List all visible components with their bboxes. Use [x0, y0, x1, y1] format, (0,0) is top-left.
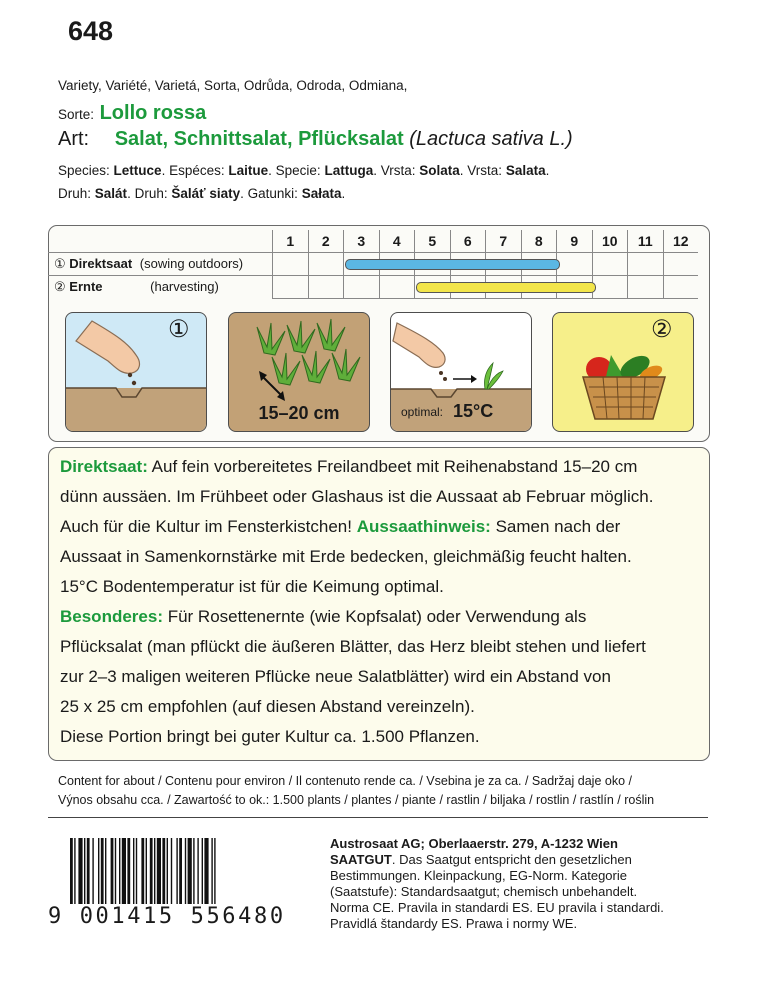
- instruction-line: [60, 632, 710, 662]
- barcode-bar: [157, 838, 161, 904]
- barcode-bar: [70, 838, 73, 904]
- species-value: Lettuce: [113, 163, 162, 178]
- barcode-bars: [70, 838, 295, 904]
- barcode-bar: [193, 838, 194, 904]
- instruction-text: Samen nach der: [490, 517, 621, 536]
- art-line: [58, 127, 573, 151]
- barcode-bar: [188, 838, 192, 904]
- step-2-marker: ②: [651, 316, 673, 343]
- species-label: Vrsta:: [380, 163, 416, 178]
- barcode-bar: [122, 838, 126, 904]
- barcode-bar: [154, 838, 155, 904]
- sowing-period-bar: [345, 259, 560, 270]
- calendar-row-label: [48, 253, 273, 276]
- species-line: Species: Lettuce. Espéces: Laitue. Specie: Lattuga. Vrsta: Solata. Vrsta: Salata.: [58, 163, 550, 178]
- species-label: Vrsta:: [467, 163, 503, 178]
- barcode-bar: [98, 838, 99, 904]
- species-value: Salata: [505, 163, 546, 178]
- barcode-bar: [111, 838, 114, 904]
- barcode-bar: [92, 838, 93, 904]
- instruction-line: [60, 692, 710, 722]
- direktsaat-heading: Direktsaat:: [60, 457, 148, 476]
- barcode-bar: [146, 838, 147, 904]
- sorte-line: [58, 101, 206, 127]
- barcode-bar: [162, 838, 165, 904]
- aussaathinweis-heading: Aussaathinweis:: [356, 517, 491, 536]
- calendar-header-row: [48, 230, 698, 253]
- barcode-bar: [167, 838, 168, 904]
- sowing-illustration: [65, 312, 207, 432]
- content-line: Content for about / Contenu pour environ / Il contenuto rende ca. / Vsebina je za ca. / Sadržaj daje oko /: [58, 774, 632, 788]
- instruction-line: [60, 482, 710, 512]
- month-cell: [663, 276, 698, 299]
- instruction-text: 15°C Bodentemperatur ist für die Keimung optimal.: [60, 577, 444, 596]
- barcode: [70, 838, 295, 904]
- barcode-bar: [74, 838, 75, 904]
- species-value: Solata: [419, 163, 460, 178]
- calendar-corner: [48, 230, 273, 253]
- saatgut-label: SAATGUT: [330, 852, 392, 867]
- barcode-bar: [141, 838, 144, 904]
- druh-line: Druh: Salát. Druh: Šaláť siaty. Gatunki: Sałata.: [58, 186, 346, 201]
- company-line: Pravidlá štandardy ES. Prawa i normy WE.: [330, 916, 578, 931]
- month-cell: [592, 253, 628, 276]
- instructions-text: [60, 452, 710, 752]
- calendar-row-label: [48, 276, 273, 299]
- row-translation: (harvesting): [150, 279, 219, 295]
- species-label: Espéces:: [169, 163, 225, 178]
- month-header: 9: [557, 230, 593, 253]
- instruction-line: [60, 572, 710, 602]
- company-info: [330, 836, 664, 932]
- calendar-row-harvest: [48, 276, 698, 299]
- barcode-bar: [202, 838, 203, 904]
- barcode-bar: [105, 838, 106, 904]
- optimal-label: optimal:: [401, 405, 444, 419]
- barcode-bar: [211, 838, 212, 904]
- month-header: 10: [592, 230, 628, 253]
- barcode-bar: [101, 838, 104, 904]
- instruction-text: dünn aussäen. Im Frühbeet oder Glashaus ist die Aussaat ab Februar möglich.: [60, 487, 654, 506]
- besonderes-heading: Besonderes:: [60, 607, 163, 626]
- art-value: Salat, Schnittsalat, Pflücksalat: [114, 128, 404, 150]
- variety-line: Variety, Variété, Varietá, Sorta, Odrůda, Odroda, Odmiana,: [58, 78, 408, 93]
- row-translation: (sowing outdoors): [139, 256, 244, 271]
- barcode-bar: [150, 838, 153, 904]
- barcode-bar: [214, 838, 215, 904]
- harvest-illustration: [552, 312, 694, 432]
- divider: [48, 817, 708, 818]
- step-marker: ②: [54, 279, 66, 295]
- harvest-period-bar: [416, 282, 596, 293]
- barcode-bar: [87, 838, 90, 904]
- month-header: 12: [663, 230, 698, 253]
- art-label: Art:: [58, 128, 90, 150]
- step-marker: ①: [54, 256, 66, 271]
- instruction-text: 25 x 25 cm empfohlen (auf diesen Abstand vereinzeln).: [60, 697, 475, 716]
- temperature-illustration: [390, 312, 532, 432]
- month-cell: [628, 276, 664, 299]
- month-header: 3: [344, 230, 380, 253]
- row-spacing-label: 15–20 cm: [258, 403, 340, 423]
- druh-label: Gatunki:: [247, 186, 298, 201]
- month-header: 7: [486, 230, 522, 253]
- month-cell: [273, 276, 309, 299]
- species-label: Specie:: [275, 163, 321, 178]
- month-cell: [592, 276, 628, 299]
- content-line: Výnos obsahu cca. / Zawartość to ok.: 1.500 plants / plantes / piante / rastlin / biljaka / rostlin / rastlín / roślin: [58, 793, 655, 807]
- packet-number: 648: [68, 16, 114, 46]
- month-cell: [628, 253, 664, 276]
- month-header: 11: [628, 230, 664, 253]
- instruction-line: [60, 512, 710, 542]
- instruction-line: [60, 542, 710, 572]
- month-header: 5: [415, 230, 451, 253]
- sorte-label: Sorte:: [58, 107, 95, 122]
- barcode-bar: [133, 838, 134, 904]
- month-cell: [273, 253, 309, 276]
- instruction-text: Auch für die Kultur im Fensterkistchen!: [60, 517, 357, 536]
- latin-name: (Lactuca sativa L.): [409, 128, 573, 150]
- druh-label: Druh:: [134, 186, 168, 201]
- month-cell: [308, 253, 344, 276]
- instruction-text: Aussaat in Samenkornstärke mit Erde bedecken, gleichmäßig feucht halten.: [60, 547, 632, 566]
- druh-label: Druh:: [58, 186, 92, 201]
- month-cell: [308, 276, 344, 299]
- instruction-text: Für Rosettenernte (wie Kopfsalat) oder Verwendung als: [162, 607, 587, 626]
- month-cell: [344, 276, 380, 299]
- barcode-bar: [176, 838, 177, 904]
- row-name: Ernte: [69, 279, 103, 295]
- instruction-line: [60, 722, 710, 752]
- instruction-line: [60, 662, 710, 692]
- month-header: 6: [450, 230, 486, 253]
- barcode-bar: [204, 838, 208, 904]
- company-line: Bestimmungen. Kleinpackung, EG-Norm. Kategorie: [330, 868, 627, 883]
- company-name: Austrosaat AG; Oberlaaerstr. 279, A-1232 Wien: [330, 836, 618, 851]
- content-amount: [58, 772, 654, 810]
- barcode-bar: [197, 838, 198, 904]
- instruction-text: Auf fein vorbereitetes Freilandbeet mit Reihenabstand 15–20 cm: [147, 457, 638, 476]
- variety-name: Lollo rossa: [99, 102, 207, 124]
- instruction-text: zur 2–3 maligen weiteren Pflücke neue Salatblätter) wird ein Abstand von: [60, 667, 611, 686]
- month-cell: [663, 253, 698, 276]
- druh-value: Sałata: [301, 186, 342, 201]
- month-header: 1: [273, 230, 309, 253]
- company-line: Norma CE. Pravila in standardi ES. EU pravila i standardi.: [330, 900, 664, 915]
- barcode-bar: [78, 838, 82, 904]
- month-header: 2: [308, 230, 344, 253]
- barcode-bar: [185, 838, 186, 904]
- druh-value: Šaláť siaty: [171, 186, 241, 201]
- barcode-bar: [171, 838, 172, 904]
- barcode-digits: 9 001415 556480: [48, 904, 286, 929]
- step-1-marker: ①: [168, 316, 190, 343]
- species-value: Laitue: [228, 163, 269, 178]
- month-cell: [379, 276, 415, 299]
- optimal-temperature: 15°C: [453, 401, 494, 421]
- species-label: Species:: [58, 163, 110, 178]
- month-cell: [557, 253, 593, 276]
- instruction-line: [60, 452, 710, 482]
- druh-value: Salát: [94, 186, 128, 201]
- instruction-line: [60, 602, 710, 632]
- barcode-bar: [84, 838, 85, 904]
- month-header: 4: [379, 230, 415, 253]
- company-line: (Saatstufe): Standardsaatgut; chemisch unbehandelt.: [330, 884, 638, 899]
- barcode-bar: [136, 838, 137, 904]
- spacing-illustration: [228, 312, 370, 432]
- instruction-text: Pflücksalat (man pflückt die äußeren Blätter, das Herz bleibt stehen und liefert: [60, 637, 646, 656]
- barcode-bar: [119, 838, 120, 904]
- species-value: Lattuga: [324, 163, 374, 178]
- month-header: 8: [521, 230, 557, 253]
- barcode-bar: [115, 838, 116, 904]
- barcode-bar: [179, 838, 182, 904]
- instruction-text: Diese Portion bringt bei guter Kultur ca. 1.500 Pflanzen.: [60, 727, 480, 746]
- row-name: Direktsaat: [69, 256, 133, 271]
- barcode-bar: [127, 838, 130, 904]
- company-line: . Das Saatgut entspricht den gesetzlichen: [391, 852, 632, 867]
